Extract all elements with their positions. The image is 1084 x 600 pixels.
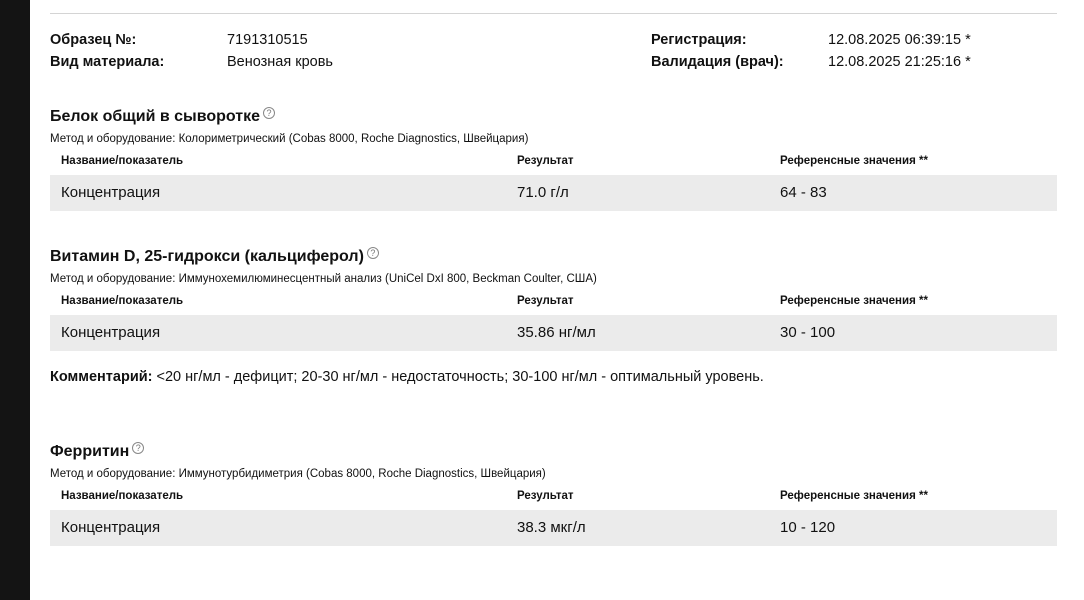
header-name: Название/показатель: [61, 295, 184, 307]
meta-row-2: [50, 54, 1060, 74]
comment-label: Комментарий:: [50, 369, 153, 385]
registration-value: 12.08.2025 06:39:15 *: [828, 32, 971, 48]
material-value: Венозная кровь: [227, 54, 333, 70]
header-name: Название/показатель: [61, 490, 184, 502]
help-circle-icon[interactable]: ?: [263, 107, 275, 119]
header-result: Результат: [517, 155, 574, 167]
header-reference: Референсные значения **: [780, 295, 928, 307]
meta-row-1: [50, 32, 1060, 52]
method-text: Метод и оборудование: Колориметрический (Cobas 8000, Roche Diagnostics, Швейцария): [50, 133, 529, 145]
comment-text: <20 нг/мл - дефицит; 20-30 нг/мл - недостаточность; 30-100 нг/мл - оптимальный уровень.: [152, 369, 764, 385]
header-name: Название/показатель: [61, 155, 184, 167]
header-result: Результат: [517, 490, 574, 502]
row-name: Концентрация: [61, 519, 161, 536]
table-header: [50, 490, 1057, 510]
section-title: [50, 246, 1057, 268]
section-title: [50, 106, 1057, 128]
material-label: Вид материала:: [50, 54, 165, 70]
test-section-vitamin-d: [50, 246, 1057, 351]
row-name: Концентрация: [61, 184, 161, 201]
comment: [50, 369, 764, 385]
registration-label: Регистрация:: [651, 32, 747, 48]
section-title-text: Витамин D, 25-гидрокси (кальциферол): [50, 248, 364, 265]
table-row: [50, 315, 1057, 351]
row-result: 35.86 нг/мл: [517, 324, 596, 341]
section-title: [50, 441, 1057, 463]
table-row: [50, 510, 1057, 546]
row-name: Концентрация: [61, 324, 161, 341]
validation-value: 12.08.2025 21:25:16 *: [828, 54, 971, 70]
table-row: [50, 175, 1057, 211]
header-reference: Референсные значения **: [780, 490, 928, 502]
test-section-total-protein: [50, 106, 1057, 211]
header-result: Результат: [517, 295, 574, 307]
method-text: Метод и оборудование: Иммунохемилюминесцентный анализ (UniCel DxI 800, Beckman Coulter, США): [50, 273, 597, 285]
table-header: [50, 295, 1057, 315]
test-section-ferritin: [50, 441, 1057, 546]
header-reference: Референсные значения **: [780, 155, 928, 167]
sample-info: [50, 32, 1060, 76]
row-result: 38.3 мкг/л: [517, 519, 586, 536]
sample-value: 7191310515: [227, 32, 308, 48]
row-reference: 64 - 83: [780, 184, 827, 201]
section-title-text: Белок общий в сыворотке: [50, 108, 260, 125]
help-circle-icon[interactable]: ?: [367, 247, 379, 259]
validation-label: Валидация (врач):: [651, 54, 784, 70]
divider: [50, 13, 1057, 14]
report-page: [30, 0, 1084, 600]
row-result: 71.0 г/л: [517, 184, 569, 201]
row-reference: 10 - 120: [780, 519, 836, 536]
help-circle-icon[interactable]: ?: [132, 442, 144, 454]
section-title-text: Ферритин: [50, 443, 130, 460]
row-reference: 30 - 100: [780, 324, 836, 341]
sample-label: Образец №:: [50, 32, 137, 48]
method-text: Метод и оборудование: Иммунотурбидиметрия (Cobas 8000, Roche Diagnostics, Швейцария): [50, 468, 546, 480]
table-header: [50, 155, 1057, 175]
